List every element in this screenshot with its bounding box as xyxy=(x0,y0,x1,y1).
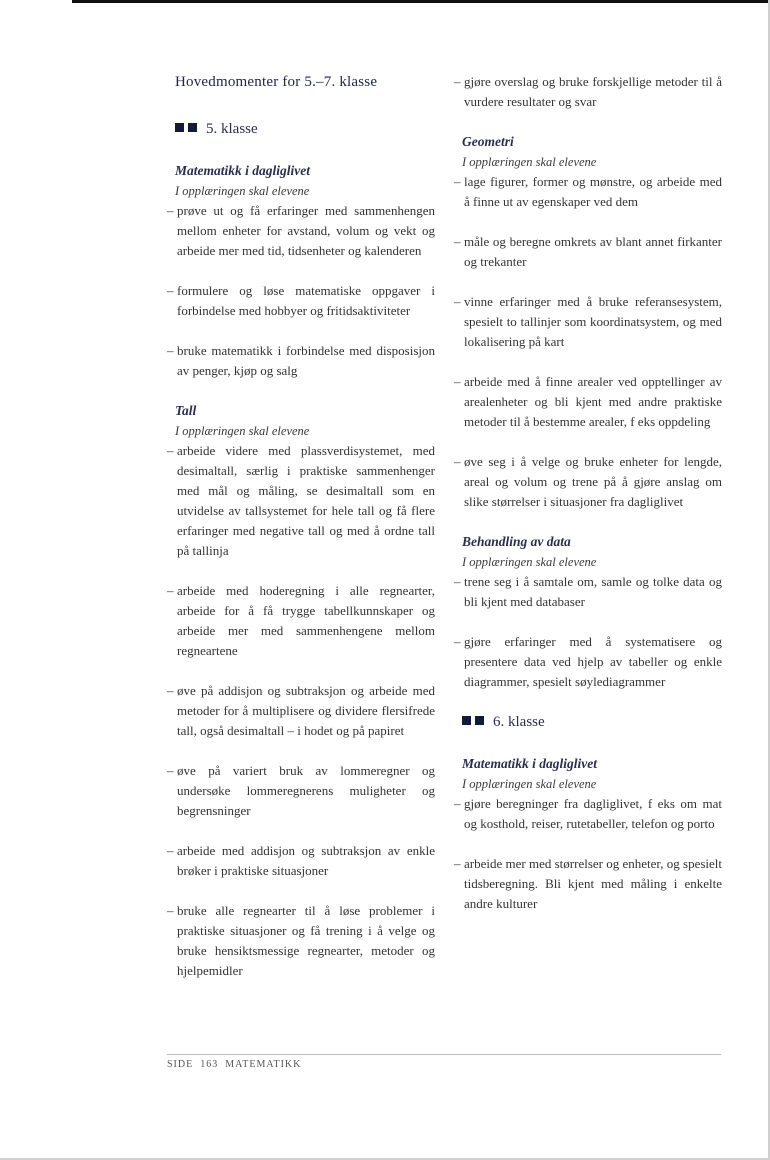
footer-rule xyxy=(167,1054,721,1055)
list-item: – lage figurer, former og mønstre, og arbeide med å finne ut av egenskaper ved dem xyxy=(454,174,722,209)
list-item: – prøve ut og få erfaringer med sammenhengen mellom enheter for avstand, volum og vekt og arbeide mer med tid, tidsenheter og kalenderen xyxy=(167,203,435,258)
footer-subject: MATEMATIKK xyxy=(225,1059,302,1070)
section-heading: Matematikk i dagliglivet xyxy=(462,756,597,771)
left-column xyxy=(167,72,435,981)
grade-label: 5. klasse xyxy=(206,121,258,137)
list-item: – trene seg i å samtale om, samle og tolke data og bli kjent med databaser xyxy=(454,574,722,609)
section-intro: I opplæringen skal elevene xyxy=(462,155,597,169)
square-bullet-icon xyxy=(462,716,471,725)
section-heading: Tall xyxy=(175,403,197,418)
section-intro: I opplæringen skal elevene xyxy=(462,777,597,791)
list-item: – gjøre erfaringer med å systematisere og presentere data ved hjelp av tabeller og enkle diagrammer, spesielt søylediagrammer xyxy=(454,634,722,689)
list-item: – arbeide med å finne arealer ved opptellinger av arealenheter og bli kjent med andre praktiske metoder til å bestemme arealer, f eks oppdeling xyxy=(454,374,722,429)
section-heading: Behandling av data xyxy=(462,534,571,549)
square-bullet-icon xyxy=(475,716,484,725)
list-item: – formulere og løse matematiske oppgaver i forbindelse med hobbyer og fritidsaktiviteter xyxy=(167,283,435,318)
list-item: – arbeide mer med størrelser og enheter, og spesielt tidsberegning. Bli kjent med måling i enkelte andre kulturer xyxy=(454,856,722,911)
list-item: – gjøre beregninger fra dagliglivet, f eks om mat og kosthold, reiser, rutetabeller, telefon og porto xyxy=(454,796,722,831)
list-item: – måle og beregne omkrets av blant annet firkanter og trekanter xyxy=(454,234,722,269)
list-item: – øve på variert bruk av lommeregner og undersøke lommeregnerens muligheter og begrensninger xyxy=(167,763,435,818)
grade-heading-5 xyxy=(175,119,435,139)
grade-heading-6 xyxy=(462,712,722,732)
section-intro: I opplæringen skal elevene xyxy=(175,184,310,198)
page-footer xyxy=(167,1059,301,1070)
square-bullet-icon xyxy=(175,123,184,132)
list-item: – arbeide med hoderegning i alle regnearter, arbeide for å få trygge tabellkunnskaper og arbeide mer med sammenhengene mellom regneartene xyxy=(167,583,435,658)
top-rule xyxy=(72,0,770,3)
list-item: – arbeide med addisjon og subtraksjon av enkle brøker i praktiske situasjoner xyxy=(167,843,435,878)
section-intro: I opplæringen skal elevene xyxy=(462,555,597,569)
section-heading: Geometri xyxy=(462,134,514,149)
list-item: – arbeide videre med plassverdisystemet, med desimaltall, særlig i praktiske sammenhenger med mål og måling, se desimaltall som en utvidelse av tallsystemet for hele tall og få flere erfaringer med negative tall og med å ordne tall på tallinja xyxy=(167,443,435,558)
list-item: – bruke matematikk i forbindelse med disposisjon av penger, kjøp og salg xyxy=(167,343,435,378)
section-intro: I opplæringen skal elevene xyxy=(175,424,310,438)
footer-side-label: SIDE xyxy=(167,1059,194,1070)
list-item: – øve seg i å velge og bruke enheter for lengde, areal og volum og trene på å gjøre anslag om slike størrelser i situasjoner fra dagliglivet xyxy=(454,454,722,509)
list-item: – bruke alle regnearter til å løse problemer i praktiske situasjoner og få trening i å velge og bruke hensiktsmessige regnearter, metoder og hjelpemidler xyxy=(167,903,435,978)
list-item: – øve på addisjon og subtraksjon og arbeide med metoder for å multiplisere og dividere flersifrede tall, også desimaltall – i hodet og på papiret xyxy=(167,683,435,738)
square-bullet-icon xyxy=(188,123,197,132)
grade-label: 6. klasse xyxy=(493,714,545,730)
section-heading: Matematikk i dagliglivet xyxy=(175,163,310,178)
list-item: – vinne erfaringer med å bruke referansesystem, spesielt to tallinjer som koordinatsystem, og med lokalisering på kart xyxy=(454,294,722,349)
right-column xyxy=(454,72,722,914)
list-item: – gjøre overslag og bruke forskjellige metoder til å vurdere resultater og svar xyxy=(454,74,722,109)
page-title: Hovedmomenter for 5.–7. klasse xyxy=(175,74,378,90)
page-number: 163 xyxy=(200,1059,219,1070)
